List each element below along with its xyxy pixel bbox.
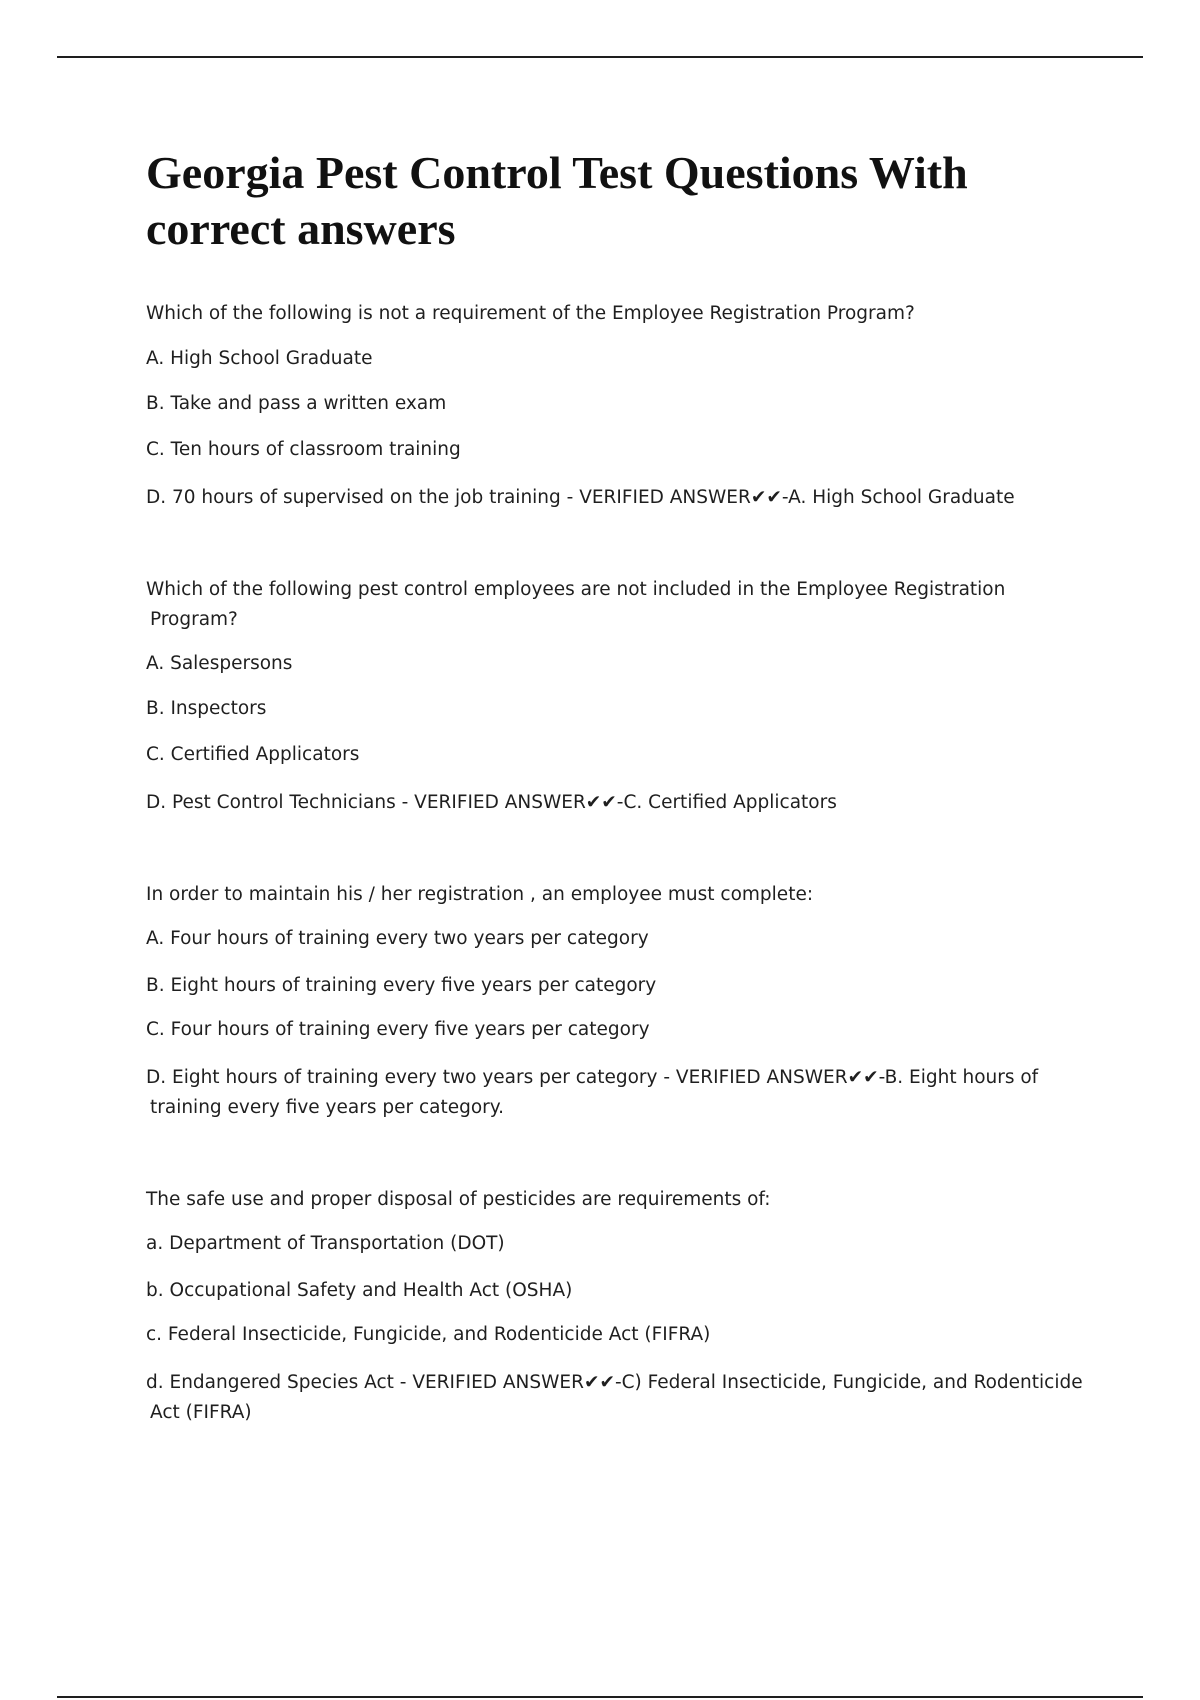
question-1-option-a: A. High School Graduate xyxy=(146,348,373,369)
question-1-option-b: B. Take and pass a written exam xyxy=(146,393,447,414)
question-3-prompt: In order to maintain his / her registration , an employee must complete: xyxy=(146,884,814,905)
question-2-option-d-answer: D. Pest Control Technicians - VERIFIED ANSWER✔✔-C. Certified Applicators xyxy=(146,792,837,813)
question-3-option-d-answer-line-1: D. Eight hours of training every two years per category - VERIFIED ANSWER✔✔-B. Eight hours of xyxy=(146,1067,1039,1088)
question-2-prompt-line-1: Which of the following pest control employees are not included in the Employee Registration xyxy=(146,579,1006,600)
question-4-option-d-answer-line-1: d. Endangered Species Act - VERIFIED ANSWER✔✔-C) Federal Insecticide, Fungicide, and Rodenticide xyxy=(146,1372,1083,1393)
question-1-option-c: C. Ten hours of classroom training xyxy=(146,439,461,460)
question-4-option-d-answer-line-2: Act (FIFRA) xyxy=(150,1402,252,1423)
title-line-1: Georgia Pest Control Test Questions With xyxy=(146,147,968,198)
top-divider xyxy=(57,56,1143,58)
question-3-option-d-answer-line-2: training every five years per category. xyxy=(150,1097,504,1118)
question-2-option-b: B. Inspectors xyxy=(146,698,267,719)
question-3-option-a: A. Four hours of training every two years per category xyxy=(146,928,649,949)
question-3-option-c: C. Four hours of training every five years per category xyxy=(146,1019,650,1040)
question-4-option-a: a. Department of Transportation (DOT) xyxy=(146,1233,505,1254)
question-1-prompt: Which of the following is not a requirement of the Employee Registration Program? xyxy=(146,303,915,324)
question-2-prompt-line-2: Program? xyxy=(150,609,238,630)
question-2-option-a: A. Salespersons xyxy=(146,653,293,674)
document-title xyxy=(146,145,1096,257)
question-4-option-b: b. Occupational Safety and Health Act (OSHA) xyxy=(146,1280,573,1301)
question-3-option-b: B. Eight hours of training every five years per category xyxy=(146,975,657,996)
title-line-2: correct answers xyxy=(146,203,456,254)
question-4-prompt: The safe use and proper disposal of pesticides are requirements of: xyxy=(146,1189,771,1210)
question-1-option-d-answer: D. 70 hours of supervised on the job training - VERIFIED ANSWER✔✔-A. High School Graduate xyxy=(146,487,1015,508)
question-2-option-c: C. Certified Applicators xyxy=(146,744,360,765)
bottom-divider xyxy=(57,1696,1143,1698)
question-4-option-c: c. Federal Insecticide, Fungicide, and Rodenticide Act (FIFRA) xyxy=(146,1324,711,1345)
